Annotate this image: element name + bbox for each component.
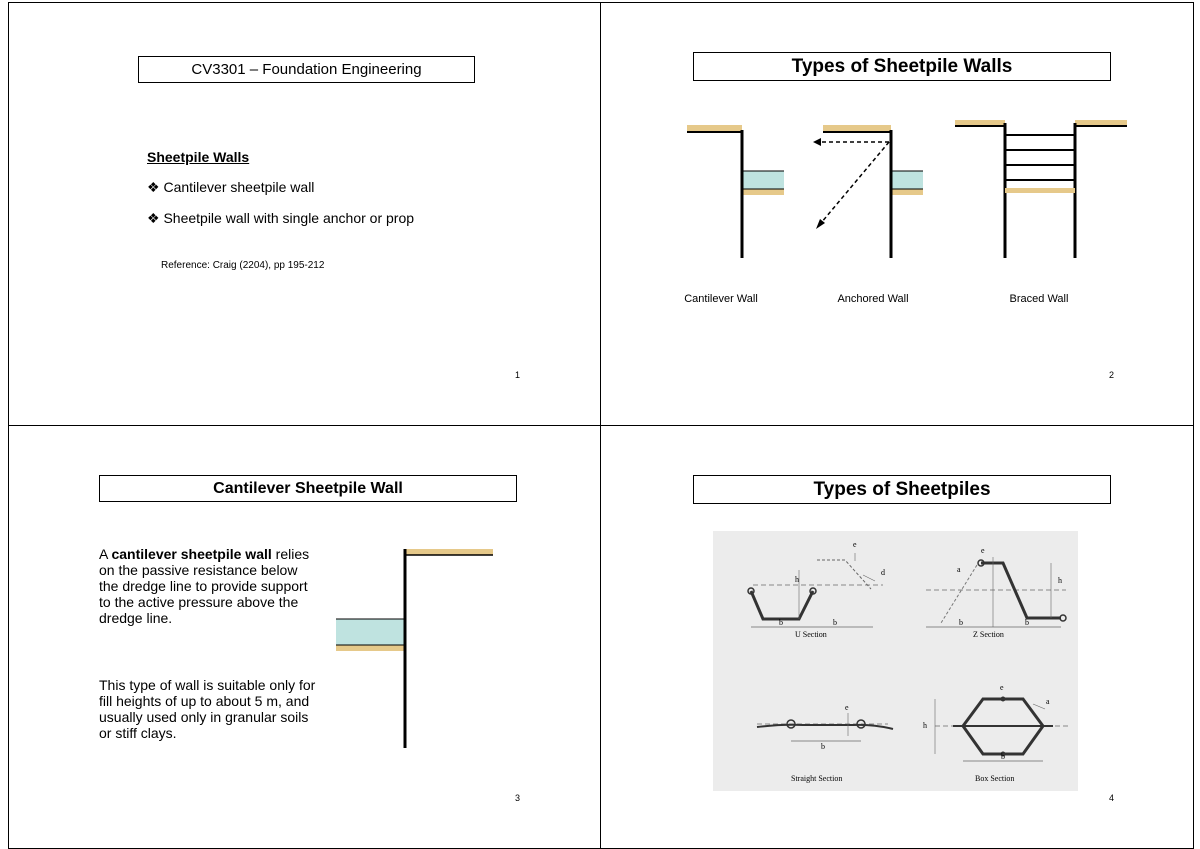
cantilever-wall-diagram (335, 546, 505, 751)
dim-label-b: b (833, 618, 837, 627)
dim-label-b: b (779, 618, 783, 627)
body-bold-text: cantilever sheetpile wall (111, 546, 272, 562)
dim-label-b: b (1025, 618, 1029, 627)
page-number: 4 (1109, 793, 1115, 803)
section-heading: Sheetpile Walls (147, 149, 250, 165)
braced-wall-diagram (953, 113, 1133, 258)
page-number: 2 (1109, 370, 1115, 380)
dim-label-e: e (981, 546, 985, 555)
caption-straight-section: Straight Section (791, 774, 843, 783)
bullet-text: Sheetpile wall with single anchor or prop (163, 210, 415, 226)
reference-text: Reference: Craig (2204), pp 195-212 (161, 260, 325, 271)
dim-label-d: d (881, 568, 885, 577)
caption-braced: Braced Wall (1009, 293, 1069, 305)
box-section-drawing (923, 679, 1073, 774)
z-section-drawing (921, 545, 1071, 640)
dim-label-a: a (1046, 697, 1050, 706)
slide-title: Types of Sheetpiles (693, 475, 1111, 504)
caption-z-section: Z Section (973, 630, 1004, 639)
dim-label-b: b (821, 742, 825, 751)
slide-title: Types of Sheetpile Walls (693, 52, 1111, 81)
dim-label-e: e (1000, 683, 1004, 692)
caption-box-section: Box Section (975, 774, 1015, 783)
slide-title: CV3301 – Foundation Engineering (138, 56, 475, 83)
dim-label-h: h (1058, 576, 1062, 585)
bullet-item (147, 179, 314, 196)
slide-3 (8, 425, 601, 849)
cantilever-wall-diagram (681, 118, 791, 258)
dim-label-b: b (1001, 752, 1005, 761)
slide-title: Cantilever Sheetpile Wall (99, 475, 517, 502)
page-number: 1 (515, 370, 521, 380)
body-text: relies on the passive resistance below the dredge line to provide support to the active pressure above the dredge line. (99, 546, 310, 626)
dim-label-h: h (795, 575, 799, 584)
bullet-item (147, 210, 414, 227)
u-section-drawing (743, 545, 893, 640)
bullet-glyph-icon: ❖ (147, 210, 160, 226)
dim-label-e: e (853, 540, 857, 549)
caption-cantilever: Cantilever Wall (684, 293, 758, 305)
dim-label-a: a (957, 565, 961, 574)
dim-label-h: h (923, 721, 927, 730)
caption-anchored: Anchored Wall (837, 293, 909, 305)
anchored-wall-diagram (811, 118, 931, 258)
sheetpile-sections-figure (713, 531, 1078, 791)
body-paragraph: This type of wall is suitable only for fill heights of up to about 5 m, and usually used only in granular soils or stiff clays. (99, 677, 316, 741)
slide-1 (8, 2, 601, 426)
body-text: A (99, 546, 112, 562)
dim-label-e: e (845, 703, 849, 712)
caption-u-section: U Section (795, 630, 827, 639)
slide-4 (600, 425, 1194, 849)
dim-label-b: b (959, 618, 963, 627)
slide-2 (600, 2, 1194, 426)
bullet-glyph-icon: ❖ (147, 179, 160, 195)
bullet-text: Cantilever sheetpile wall (163, 179, 315, 195)
straight-section-drawing (743, 691, 893, 761)
body-paragraph (99, 546, 319, 626)
page-number: 3 (515, 793, 521, 803)
